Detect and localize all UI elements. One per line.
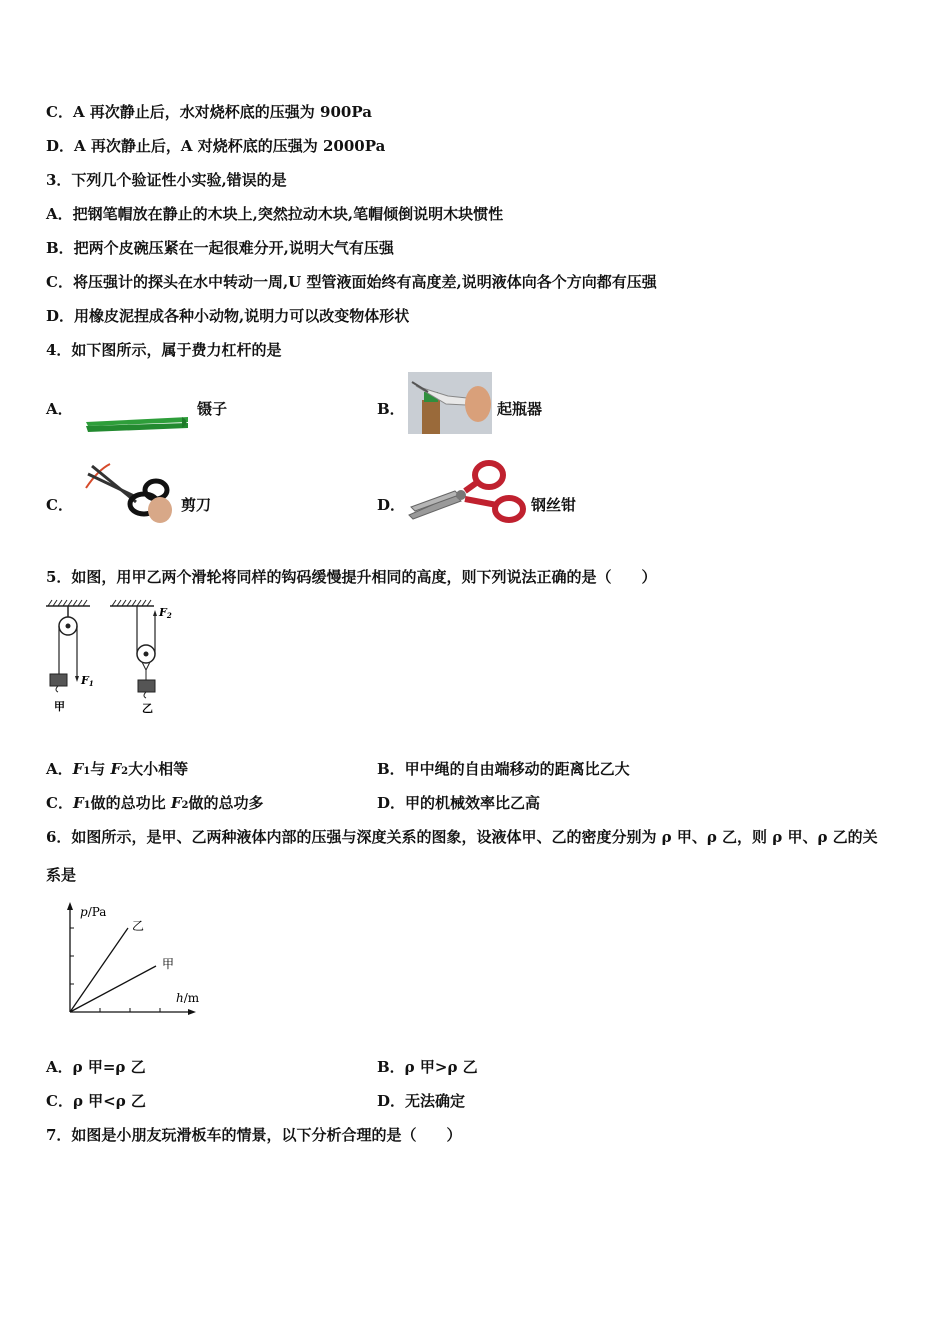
f1-label: F1 [81,674,94,688]
q4-option-c-letter: C． [46,496,73,514]
q4-option-d-letter: D． [377,496,406,514]
weight-yi [138,680,155,692]
pliers-image [405,455,530,527]
line-yi [70,928,128,1012]
x-axis-label: h/m [176,991,200,1005]
q6-option-a: A．ρ 甲=ρ 乙 [46,1058,146,1076]
q3-option-d: D．用橡皮泥捏成各种小动物,说明力可以改变物体形状 [46,307,410,325]
q5-option-c: C．F1做的总功比 F2做的总功多 [46,794,264,812]
pulley-figure [40,596,190,718]
q3-option-c: C．将压强计的探头在水中转动一周,U 型管液面始终有高度差,说明液体向各个方向都有压强 [46,273,657,291]
q5-option-d: D．甲的机械效率比乙高 [377,794,541,812]
q7-stem: 7．如图是小朋友玩滑板车的情景，以下分析合理的是（ ） [46,1126,462,1144]
line-jia [70,966,156,1012]
q5-stem: 5．如图，用甲乙两个滑轮将同样的钩码缓慢提升相同的高度，则下列说法正确的是（ ） [46,568,657,586]
q6-option-b: B．ρ 甲>ρ 乙 [377,1058,478,1076]
q4-option-a-letter: A． [46,400,73,418]
line-yi-label: 乙 [132,919,145,933]
q4-stem: 4．如下图所示，属于费力杠杆的是 [46,341,282,359]
tweezers-image [82,412,192,438]
q6-stem-line2: 系是 [46,866,77,884]
q4-option-a-label: 镊子 [197,400,228,418]
label-yi: 乙 [142,702,153,715]
q6-option-c: C．ρ 甲<ρ 乙 [46,1092,146,1110]
line-jia-label: 甲 [162,957,175,971]
q4-option-d-label: 钢丝钳 [531,496,577,514]
ceiling-jia [46,600,90,606]
q6-option-d: D．无法确定 [377,1092,466,1110]
label-jia: 甲 [54,700,65,713]
q4-option-b-letter: B． [377,400,405,418]
q3-option-a: A．把钢笔帽放在静止的木块上,突然拉动木块,笔帽倾倒说明木块惯性 [46,205,504,223]
f2-label: F2 [159,606,172,620]
q4-option-c-label: 剪刀 [181,496,212,514]
q4-option-b-label: 起瓶器 [497,400,543,418]
scissors-image [78,460,178,526]
q3-stem: 3．下列几个验证性小实验,错误的是 [46,171,287,189]
q2-option-c: C．A 再次静止后，水对烧杯底的压强为 900Pa [46,103,372,121]
y-axis-label: p/Pa [80,905,107,919]
bottle-opener-image [408,372,492,434]
q3-option-b: B．把两个皮碗压紧在一起很难分开,说明大气有压强 [46,239,394,257]
q6-stem-line1: 6．如图所示，是甲、乙两种液体内部的压强与深度关系的图象，设液体甲、乙的密度分别为 ρ 甲、ρ 乙，则 ρ 甲、ρ 乙的关 [46,828,878,846]
q2-option-d: D．A 再次静止后，A 对烧杯底的压强为 2000Pa [46,137,386,155]
pressure-depth-graph [58,898,208,1020]
weight-jia [50,674,67,686]
q5-option-b: B．甲中绳的自由端移动的距离比乙大 [377,760,630,778]
q5-option-a: A．F1与 F2大小相等 [46,760,189,778]
ceiling-yi [110,600,154,606]
